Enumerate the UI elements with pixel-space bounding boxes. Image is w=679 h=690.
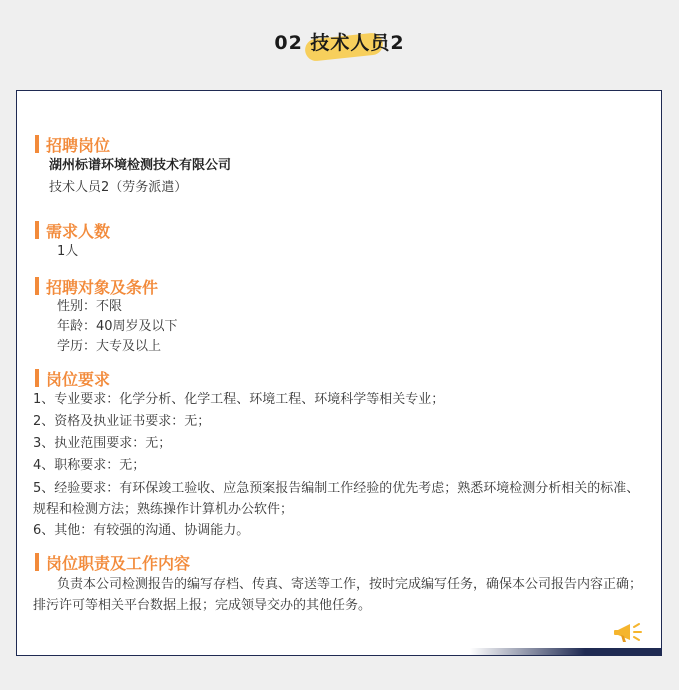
company-name: 湖州标谱环境检测技术有限公司 [49, 158, 232, 173]
section-duties [17, 551, 663, 616]
megaphone-icon [612, 620, 646, 646]
list-item: 5、经验要求：有环保竣工验收、应急预案报告编制工作经验的优先考虑；熟悉环境检测分析相关的标准、规程和检测方法；熟练操作计算机办公软件； [33, 481, 640, 517]
corner-strip [470, 648, 662, 656]
job-card [16, 90, 662, 656]
section-marker [35, 553, 39, 571]
list-item: 6、其他：有较强的沟通、协调能力。 [33, 523, 250, 538]
list-item: 性别：不限 [57, 299, 123, 314]
duties-text: 负责本公司检测报告的编写存档、传真、寄送等工作，按时完成编写任务，确保本公司报告内容正确；排污许可等相关平台数据上报；完成领导交办的其他任务。 [33, 577, 643, 613]
page-header [0, 0, 679, 90]
section-target [17, 275, 663, 357]
section-title: 需求人数 [46, 221, 111, 241]
list-item: 2、资格及执业证书要求：无； [33, 414, 211, 429]
section-title: 招聘岗位 [46, 135, 111, 155]
list-item: 3、执业范围要求：无； [33, 436, 172, 451]
section-title: 招聘对象及条件 [46, 277, 159, 297]
list-item: 学历：大专及以上 [57, 339, 162, 354]
page-title: 02 技术人员2 [274, 32, 405, 54]
section-marker [35, 221, 39, 239]
list-item: 年龄：40周岁及以下 [57, 319, 178, 334]
headcount-value: 1人 [57, 244, 79, 259]
section-title: 岗位要求 [46, 369, 111, 389]
section-marker [35, 369, 39, 387]
section-headcount [17, 219, 663, 262]
list-item: 1、专业要求：化学分析、化学工程、环境工程、环境科学等相关专业； [33, 392, 445, 407]
section-title: 岗位职责及工作内容 [46, 553, 191, 573]
position-name: 技术人员2（劳务派遣） [49, 180, 188, 195]
section-requirements [17, 367, 663, 541]
section-post [17, 133, 663, 198]
section-marker [35, 277, 39, 295]
section-marker [35, 135, 39, 153]
list-item: 4、职称要求：无； [33, 458, 146, 473]
